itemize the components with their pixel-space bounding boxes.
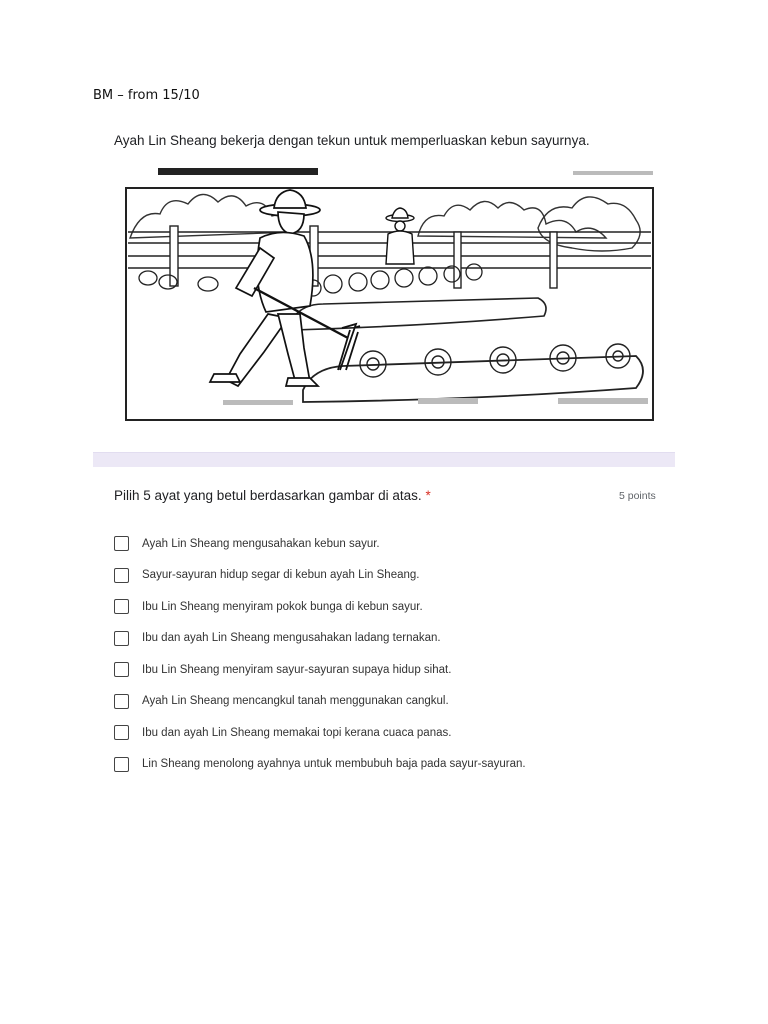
option-6[interactable] bbox=[114, 686, 654, 718]
option-label: Ibu dan ayah Lin Sheang mengusahakan ladang ternakan. bbox=[142, 632, 441, 645]
checkbox-icon[interactable] bbox=[114, 599, 129, 614]
farm-illustration-icon bbox=[118, 168, 658, 430]
option-5[interactable] bbox=[114, 654, 654, 686]
required-mark: * bbox=[425, 488, 431, 503]
option-1[interactable] bbox=[114, 528, 654, 560]
checkbox-options bbox=[114, 528, 654, 780]
option-label: Ibu Lin Sheang menyiram pokok bunga di kebun sayur. bbox=[142, 600, 423, 613]
points-label: 5 points bbox=[619, 490, 656, 502]
question-2-title-text: Pilih 5 ayat yang betul berdasarkan gambar di atas. bbox=[114, 488, 422, 503]
option-8[interactable] bbox=[114, 749, 654, 781]
option-label: Ibu dan ayah Lin Sheang memakai topi kerana cuaca panas. bbox=[142, 726, 452, 739]
checkbox-icon[interactable] bbox=[114, 725, 129, 740]
option-4[interactable] bbox=[114, 623, 654, 655]
checkbox-icon[interactable] bbox=[114, 694, 129, 709]
option-7[interactable] bbox=[114, 717, 654, 749]
checkbox-icon[interactable] bbox=[114, 631, 129, 646]
checkbox-icon[interactable] bbox=[114, 662, 129, 677]
question-2-title bbox=[114, 488, 431, 503]
checkbox-icon[interactable] bbox=[114, 568, 129, 583]
option-label: Ayah Lin Sheang mengusahakan kebun sayur. bbox=[142, 537, 380, 550]
checkbox-icon[interactable] bbox=[114, 757, 129, 772]
option-3[interactable] bbox=[114, 591, 654, 623]
checkbox-icon[interactable] bbox=[114, 536, 129, 551]
option-label: Lin Sheang menolong ayahnya untuk membubuh baja pada sayur-sayuran. bbox=[142, 758, 526, 771]
option-label: Sayur-sayuran hidup segar di kebun ayah Lin Sheang. bbox=[142, 569, 420, 582]
document-header: BM – from 15/10 bbox=[93, 88, 200, 103]
section-divider bbox=[93, 452, 675, 467]
question-1-title: Ayah Lin Sheang bekerja dengan tekun untuk memperluaskan kebun sayurnya. bbox=[114, 133, 590, 148]
option-label: Ibu Lin Sheang menyiram sayur-sayuran supaya hidup sihat. bbox=[142, 663, 452, 676]
option-2[interactable] bbox=[114, 560, 654, 592]
option-label: Ayah Lin Sheang mencangkul tanah menggunakan cangkul. bbox=[142, 695, 449, 708]
farm-illustration bbox=[118, 168, 658, 430]
